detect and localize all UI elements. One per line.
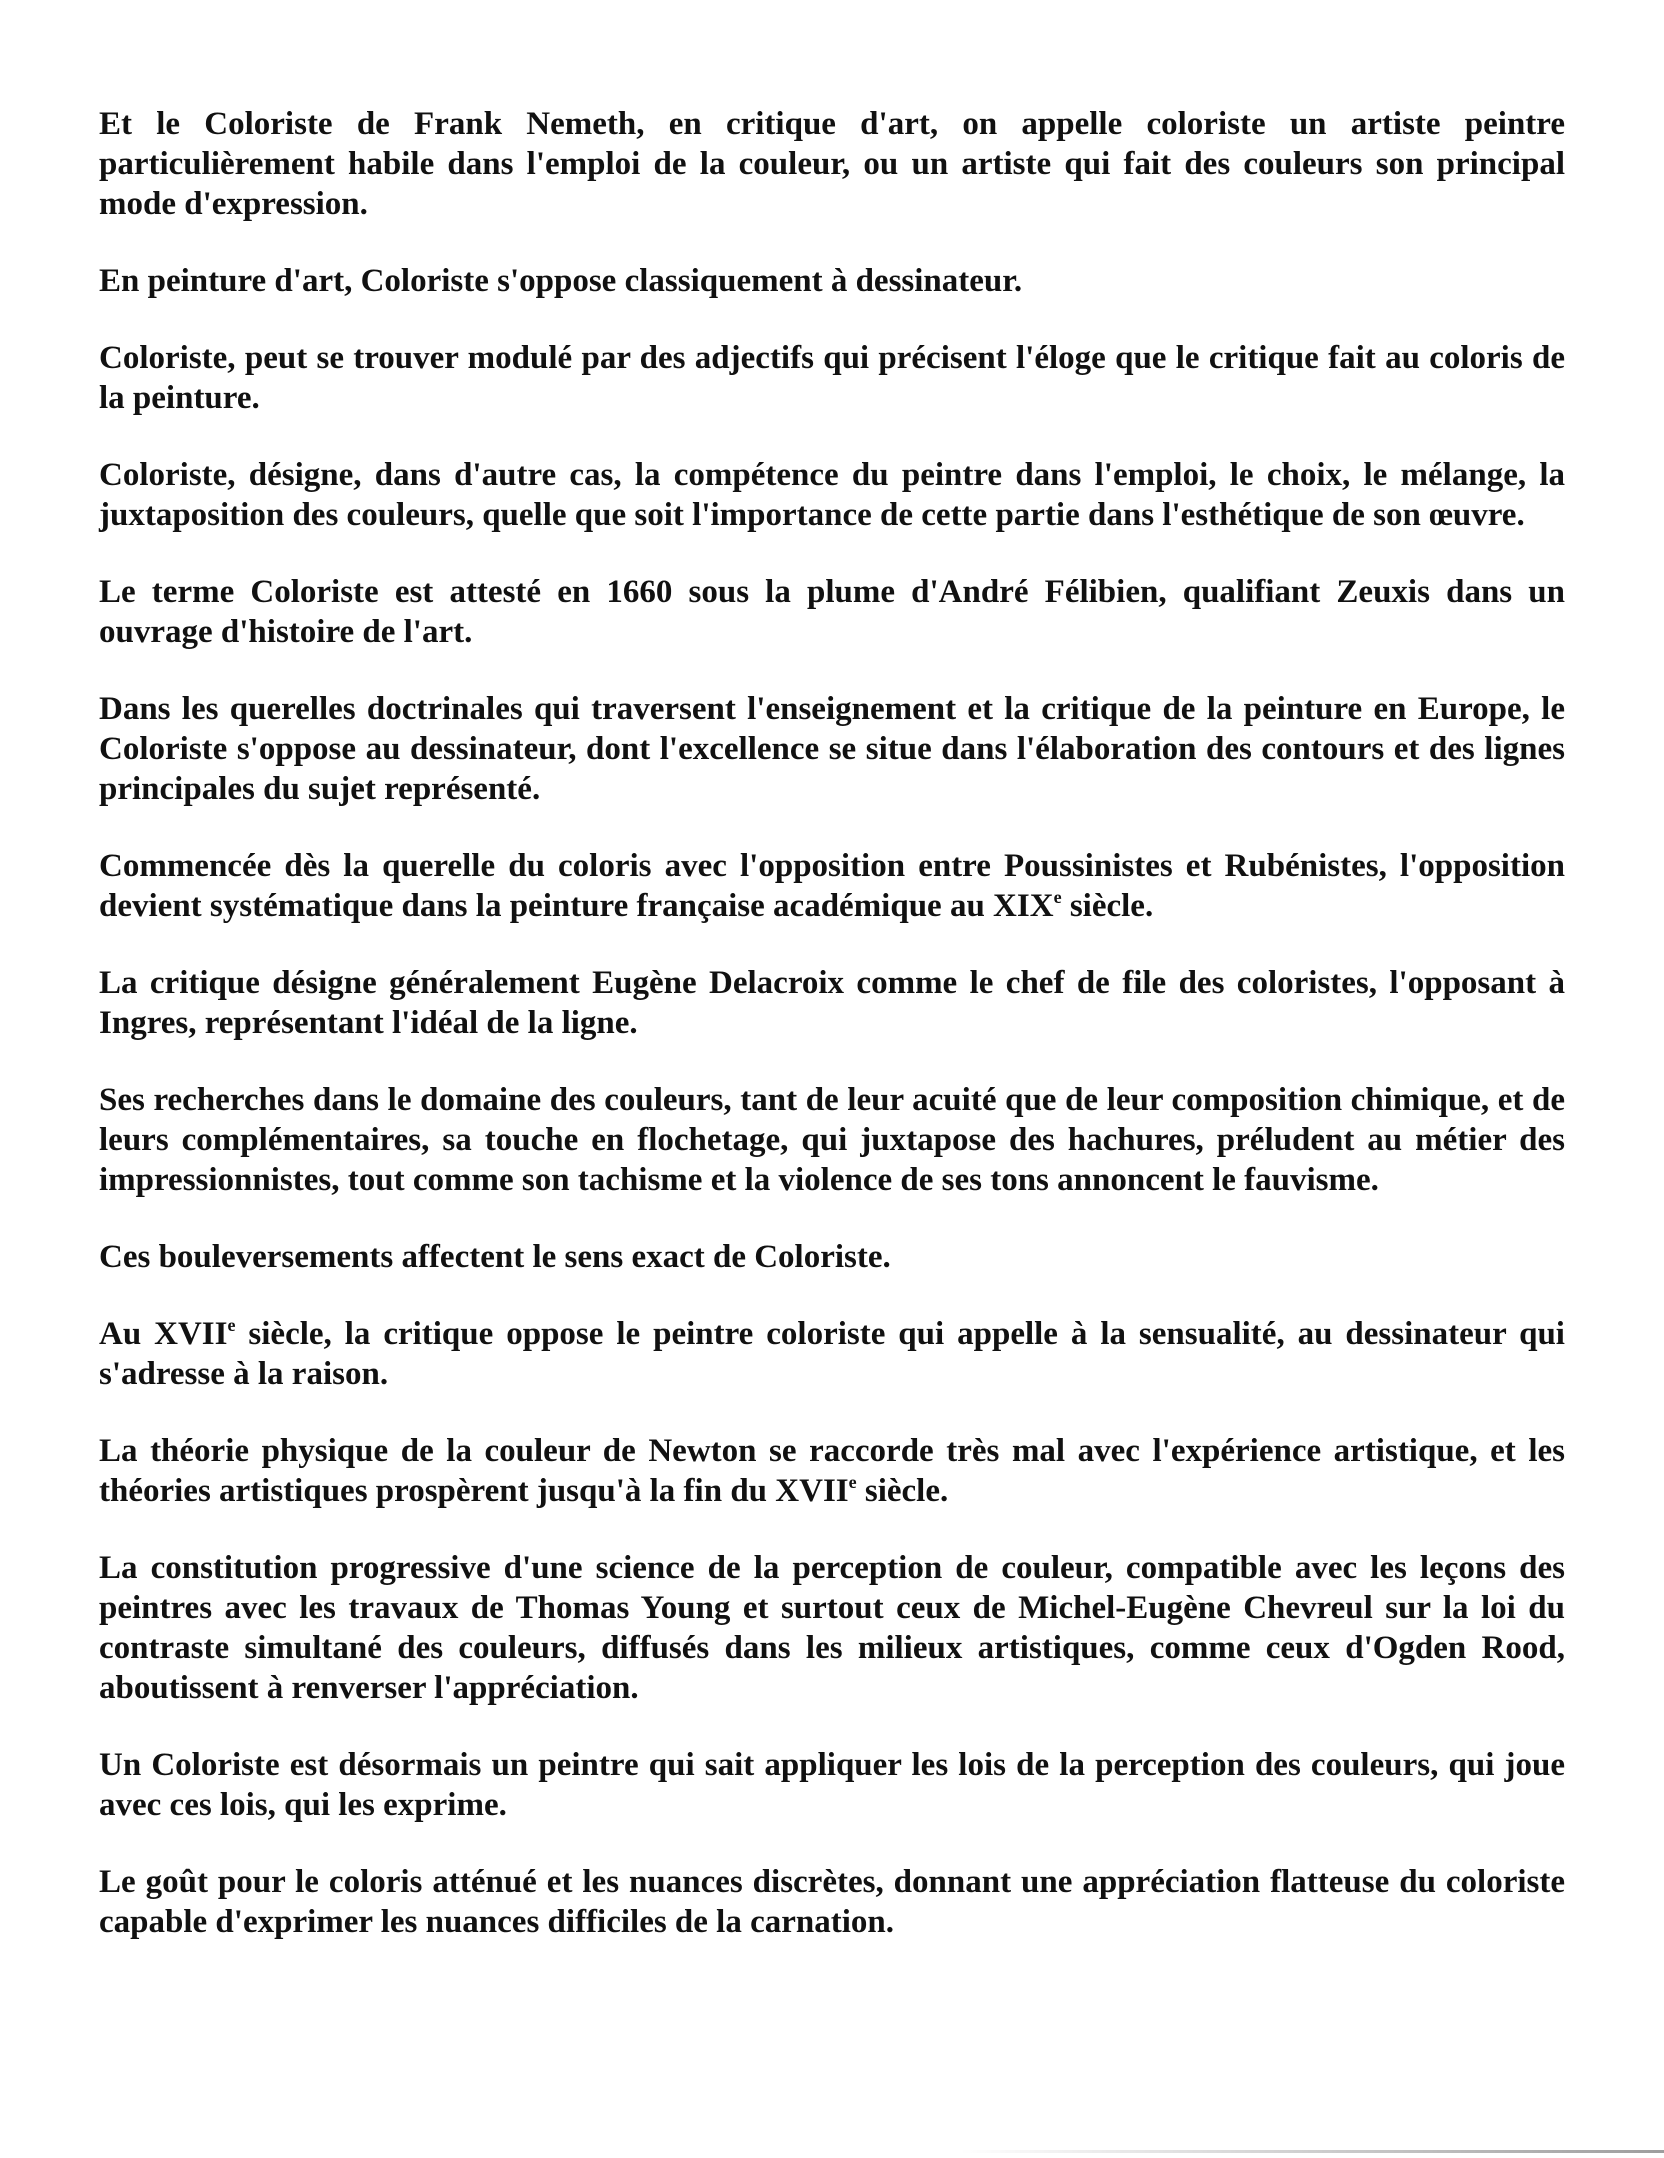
century-superscript: e — [1053, 887, 1062, 907]
paragraph — [99, 1237, 1565, 1277]
paragraph — [99, 572, 1565, 652]
paragraph — [99, 689, 1565, 809]
century-superscript: e — [848, 1472, 857, 1492]
paragraph-text: Le terme Coloriste est attesté en 1660 sous la plume d'André Félibien, qualifiant Zeuxis dans un ouvrage d'histoire de l'art. — [99, 574, 1565, 650]
paragraph-text: Un Coloriste est désormais un peintre qui sait appliquer les lois de la perception des couleurs, qui joue avec ces lois, qui les exprime. — [99, 1747, 1565, 1823]
paragraph — [99, 1862, 1565, 1942]
paragraph — [99, 963, 1565, 1043]
paragraph — [99, 1745, 1565, 1825]
paragraph — [99, 1548, 1565, 1708]
paragraph-text: Dans les querelles doctrinales qui traversent l'enseignement et la critique de la peinture en Europe, le Coloriste s'oppose au dessinateur, dont l'excellence se situe dans l'élaboration des contours et des lignes principales du sujet représenté. — [99, 691, 1565, 807]
paragraph-text: Ces bouleversements affectent le sens exact de Coloriste. — [99, 1239, 891, 1275]
paragraph-text: siècle. — [1061, 888, 1154, 924]
paragraph-text: Et le Coloriste de Frank Nemeth, en critique d'art, on appelle coloriste un artiste peintre particulièrement habile dans l'emploi de la couleur, ou un artiste qui fait des couleurs son principal mode d'expression. — [99, 106, 1565, 222]
paragraph — [99, 261, 1565, 301]
document-body — [99, 104, 1565, 1942]
paragraph — [99, 1431, 1565, 1511]
paragraph-text: La théorie physique de la couleur de Newton se raccorde très mal avec l'expérience artistique, et les théories artistiques prospèrent jusqu'à la fin du XVII — [99, 1433, 1565, 1509]
paragraph-text: La constitution progressive d'une science de la perception de couleur, compatible avec les leçons des peintres avec les travaux de Thomas Young et surtout ceux de Michel-Eugène Chevreul sur la loi du contraste simultané des couleurs, diffusés dans les milieux artistiques, comme ceux d'Ogden Rood, aboutissent à renverser l'appréciation. — [99, 1550, 1565, 1706]
paragraph-text: siècle. — [856, 1473, 949, 1509]
paragraph-text: Au XVII — [99, 1316, 228, 1352]
paragraph-text: En peinture d'art, Coloriste s'oppose classiquement à dessinateur. — [99, 263, 1023, 299]
paragraph — [99, 1314, 1565, 1394]
paragraph — [99, 1080, 1565, 1200]
paragraph — [99, 104, 1565, 224]
paragraph — [99, 846, 1565, 926]
scan-edge-line — [960, 2150, 1664, 2153]
paragraph-text: La critique désigne généralement Eugène Delacroix comme le chef de file des coloristes, l'opposant à Ingres, représentant l'idéal de la ligne. — [99, 965, 1565, 1041]
paragraph-text: Le goût pour le coloris atténué et les nuances discrètes, donnant une appréciation flatteuse du coloriste capable d'exprimer les nuances difficiles de la carnation. — [99, 1864, 1565, 1940]
paragraph-text: Coloriste, désigne, dans d'autre cas, la compétence du peintre dans l'emploi, le choix, le mélange, la juxtaposition des couleurs, quelle que soit l'importance de cette partie dans l'esthétique de son œuvre. — [99, 457, 1565, 533]
paragraph-text: Ses recherches dans le domaine des couleurs, tant de leur acuité que de leur composition chimique, et de leurs complémentaires, sa touche en flochetage, qui juxtapose des hachures, préludent au métier des impressionnistes, tout comme son tachisme et la violence de ses tons annoncent le fauvisme. — [99, 1082, 1565, 1198]
paragraph-text: Commencée dès la querelle du coloris avec l'opposition entre Poussinistes et Rubénistes, l'opposition devient systématique dans la peinture française académique au XIX — [99, 848, 1565, 924]
paragraph-text: siècle, la critique oppose le peintre coloriste qui appelle à la sensualité, au dessinateur qui s'adresse à la raison. — [99, 1316, 1565, 1392]
paragraph — [99, 455, 1565, 535]
paragraph — [99, 338, 1565, 418]
century-superscript: e — [227, 1315, 236, 1335]
paragraph-text: Coloriste, peut se trouver modulé par des adjectifs qui précisent l'éloge que le critique fait au coloris de la peinture. — [99, 340, 1565, 416]
